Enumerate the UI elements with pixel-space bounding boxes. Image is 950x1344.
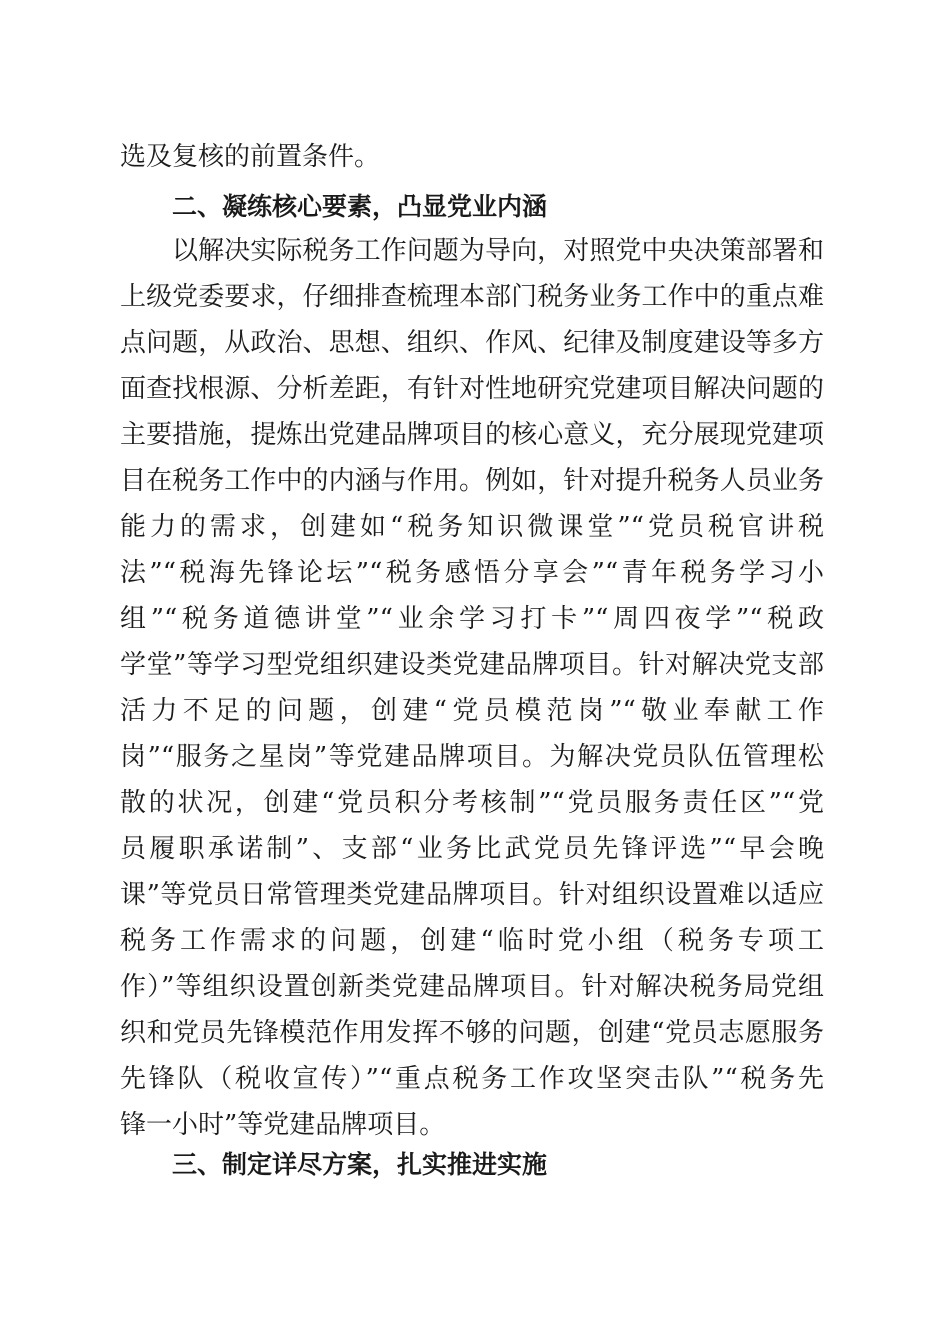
paragraph-line: 锋一小时”等党建品牌项目。 (120, 1110, 446, 1140)
paragraph-line: 活力不足的问题，创建“党员模范岗”“敬业奉献工作 (120, 696, 824, 726)
paragraph-line: 上级党委要求，仔细排查梳理本部门税务业务工作中的重点难 (120, 282, 824, 312)
paragraph-line: 点问题，从政治、思想、组织、作风、纪律及制度建设等多方 (120, 328, 824, 358)
paragraph-line: 学堂”等学习型党组织建设类党建品牌项目。针对解决党支部 (120, 650, 824, 680)
paragraph-line: 法”“税海先锋论坛”“税务感悟分享会”“青年税务学习小 (120, 558, 824, 588)
continuation-line: 选及复核的前置条件。 (120, 142, 381, 172)
paragraph-line: 目在税务工作中的内涵与作用。例如，针对提升税务人员业务 (120, 466, 824, 496)
paragraph-line: 课”等党员日常管理类党建品牌项目。针对组织设置难以适应 (120, 880, 824, 910)
paragraph-line: 面查找根源、分析差距，有针对性地研究党建项目解决问题的 (120, 374, 824, 404)
paragraph-line: 作）”等组织设置创新类党建品牌项目。针对解决税务局党组 (120, 972, 824, 1002)
paragraph-line: 员履职承诺制”、支部“业务比武党员先锋评选”“早会晚 (120, 834, 824, 864)
section-heading-2: 二、凝练核心要素，凸显党业内涵 (172, 192, 548, 221)
paragraph-line: 织和党员先锋模范作用发挥不够的问题，创建“党员志愿服务 (120, 1018, 824, 1048)
paragraph-line: 岗”“服务之星岗”等党建品牌项目。为解决党员队伍管理松 (120, 742, 824, 772)
paragraph-line: 组”“税务道德讲堂”“业余学习打卡”“周四夜学”“税政 (120, 604, 824, 634)
section-heading-3: 三、制定详尽方案，扎实推进实施 (172, 1150, 548, 1179)
paragraph-line: 税务工作需求的问题，创建“临时党小组（税务专项工 (120, 926, 824, 956)
paragraph-line: 以解决实际税务工作问题为导向，对照党中央决策部署和 (172, 236, 824, 266)
paragraph-line: 先锋队（税收宣传）”“重点税务工作攻坚突击队”“税务先 (120, 1064, 824, 1094)
paragraph-line: 散的状况，创建“党员积分考核制”“党员服务责任区”“党 (120, 788, 824, 818)
paragraph-line: 主要措施，提炼出党建品牌项目的核心意义，充分展现党建项 (120, 420, 824, 450)
paragraph-line: 能力的需求，创建如“税务知识微课堂”“党员税官讲税 (120, 512, 824, 542)
